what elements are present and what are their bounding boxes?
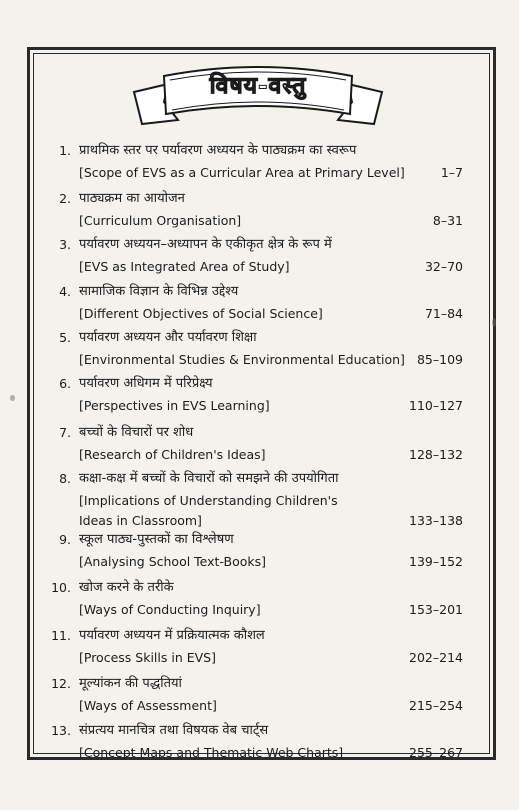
- entry-number: 13.: [51, 723, 71, 738]
- entry-number: 8.: [59, 471, 71, 486]
- entry-number: 1.: [59, 143, 71, 158]
- entry-page-range: 32–70: [424, 259, 463, 274]
- entry-english-title: [Ways of Conducting Inquiry]: [79, 602, 261, 617]
- entry-page-range: 153–201: [409, 602, 463, 617]
- entry-number: 12.: [51, 676, 71, 691]
- entry-page-range: 139–152: [409, 554, 463, 569]
- entry-page-range: 202–214: [409, 650, 463, 665]
- entry-number: 9.: [59, 532, 71, 547]
- entry-number: 2.: [59, 191, 71, 206]
- entry-hindi-title: पर्यावरण अध्ययन और पर्यावरण शिक्षा: [79, 330, 257, 345]
- entry-number: 4.: [59, 284, 71, 299]
- entry-english-title: [Perspectives in EVS Learning]: [79, 398, 270, 413]
- entry-number: 10.: [51, 580, 71, 595]
- entry-hindi-title: पर्यावरण अधिगम में परिप्रेक्ष्य: [79, 376, 213, 391]
- entry-page-range: 110–127: [409, 398, 463, 413]
- entry-number: 5.: [59, 330, 71, 345]
- entry-english-title: [Research of Children's Ideas]: [79, 447, 266, 462]
- entry-page-range: 215–254: [409, 698, 463, 713]
- entry-number: 11.: [51, 628, 71, 643]
- entry-hindi-title: पाठ्यक्रम का आयोजन: [79, 191, 185, 206]
- entry-hindi-title: प्राथमिक स्तर पर पर्यावरण अध्ययन के पाठ्यक्रम का स्वरूप: [79, 143, 357, 158]
- entry-hindi-title: खोज करने के तरीके: [79, 580, 174, 595]
- page-speck: [10, 395, 15, 401]
- entry-number: 6.: [59, 376, 71, 391]
- entry-english-title: [Ways of Assessment]: [79, 698, 217, 713]
- entry-page-range: 128–132: [409, 447, 463, 462]
- entry-hindi-title: मूल्यांकन की पद्धतियां: [79, 676, 182, 691]
- entry-hindi-title: संप्रत्यय मानचित्र तथा विषयक वेब चार्ट्स: [79, 723, 269, 738]
- entry-hindi-title: पर्यावरण अध्ययन–अध्यापन के एकीकृत क्षेत्र के रूप में: [79, 237, 332, 252]
- entry-page-range: 133–138: [409, 513, 463, 528]
- entry-page-range: 85–109: [416, 352, 463, 367]
- entry-english-title: [Concept Maps and Thematic Web Charts]: [79, 745, 344, 760]
- entry-english-title: [Implications of Understanding Children's: [79, 493, 338, 508]
- entry-english-title: [Process Skills in EVS]: [79, 650, 216, 665]
- entry-english-title: [Curriculum Organisation]: [79, 213, 242, 228]
- entry-number: 7.: [59, 425, 71, 440]
- entry-english-title: [EVS as Integrated Area of Study]: [79, 259, 290, 274]
- entry-english-title: [Environmental Studies & Environmental Education]: [79, 352, 405, 367]
- entry-hindi-title: बच्चों के विचारों पर शोध: [79, 425, 194, 440]
- entry-hindi-title: कक्षा-कक्ष में बच्चों के विचारों को समझने की उपयोगिता: [79, 471, 339, 486]
- entry-hindi-title: स्कूल पाठ्य-पुस्तकों का विश्लेषण: [79, 532, 234, 547]
- entry-hindi-title: सामाजिक विज्ञान के विभिन्न उद्देश्य: [79, 284, 239, 299]
- entry-english-title: [Different Objectives of Social Science]: [79, 306, 323, 321]
- entry-english-title: Ideas in Classroom]: [79, 513, 202, 528]
- entry-page-range: 71–84: [424, 306, 463, 321]
- entry-number: 3.: [59, 237, 71, 252]
- entry-english-title: [Analysing School Text-Books]: [79, 554, 267, 569]
- entry-page-range: 1–7: [440, 165, 463, 180]
- entry-english-title: [Scope of EVS as a Curricular Area at Primary Level]: [79, 165, 405, 180]
- title-ribbon-banner: [128, 62, 388, 132]
- entry-page-range: 255–267: [409, 745, 463, 760]
- entry-hindi-title: पर्यावरण अध्ययन में प्रक्रियात्मक कौशल: [79, 628, 265, 643]
- page-title: विषय-वस्तु: [209, 72, 307, 99]
- page-speck: [492, 318, 496, 327]
- entry-page-range: 8–31: [432, 213, 463, 228]
